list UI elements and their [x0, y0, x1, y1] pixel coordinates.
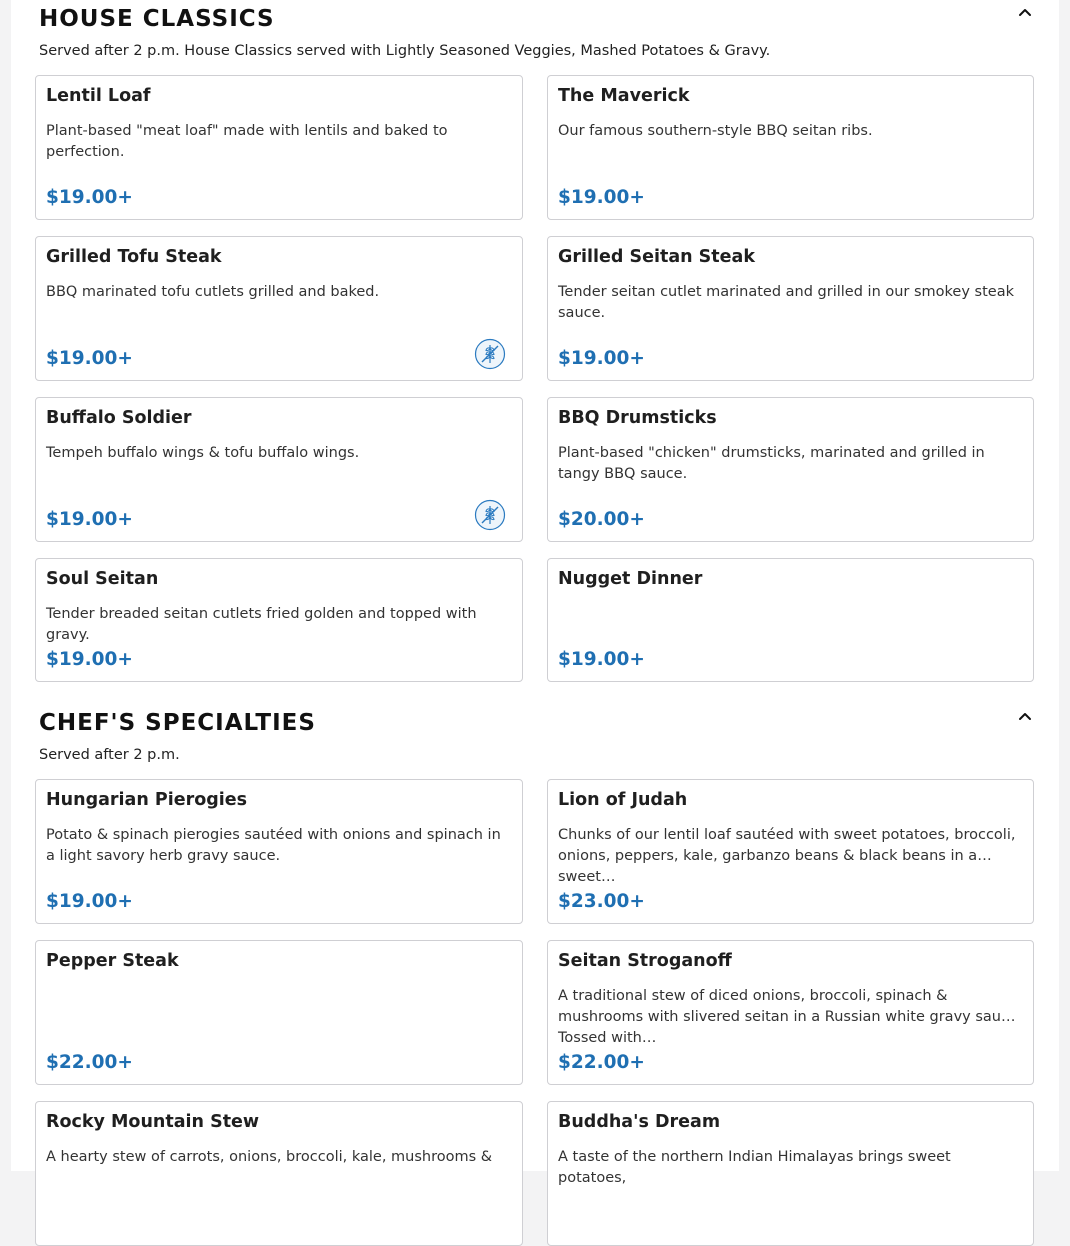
- item-price: $22.00+: [46, 1051, 133, 1073]
- chevron-up-icon[interactable]: [1013, 0, 1037, 24]
- section-house-classics: [11, 0, 1059, 700]
- menu-item-card[interactable]: [35, 940, 523, 1085]
- item-description: Plant-based "meat loaf" made with lentils and baked to perfection.: [46, 123, 448, 160]
- section-subtitle: Served after 2 p.m. House Classics served with Lightly Seasoned Veggies, Mashed Potatoes & Gravy.: [39, 43, 771, 59]
- menu-item-card[interactable]: [547, 1101, 1034, 1246]
- item-name: The Maverick: [558, 86, 690, 106]
- section-title: CHEF'S SPECIALTIES: [39, 710, 316, 736]
- item-description: Our famous southern-style BBQ seitan ribs.: [558, 123, 873, 139]
- menu-item-card[interactable]: [35, 779, 523, 924]
- item-name: Pepper Steak: [46, 951, 179, 971]
- item-name: Seitan Stroganoff: [558, 951, 732, 971]
- item-description: Chunks of our lentil loaf sautéed with sweet potatoes, broccoli, onions, peppers, kale, garbanzo beans & black beans in a sweet…: [558, 827, 1016, 885]
- item-description: Tempeh buffalo wings & tofu buffalo wings.: [46, 445, 360, 461]
- menu-item-card[interactable]: [35, 1101, 523, 1246]
- item-name: Lentil Loaf: [46, 86, 151, 106]
- menu-item-card[interactable]: [35, 236, 523, 381]
- gluten-free-icon: [474, 338, 506, 370]
- item-description: Tender seitan cutlet marinated and grilled in our smokey steak sauce.: [558, 284, 1014, 321]
- item-name: Soul Seitan: [46, 569, 159, 589]
- item-price: $19.00+: [46, 347, 133, 369]
- item-description: A traditional stew of diced onions, broccoli, spinach & mushrooms with slivered seitan in a Russian white gravy sauce. Tossed with…: [558, 988, 1023, 1046]
- item-name: Rocky Mountain Stew: [46, 1112, 260, 1132]
- menu-item-card[interactable]: [547, 779, 1034, 924]
- item-price: $19.00+: [558, 347, 645, 369]
- item-price: $23.00+: [558, 890, 645, 912]
- item-price: $20.00+: [558, 508, 645, 530]
- section-chefs-specialties: [11, 704, 1059, 1186]
- item-name: Grilled Seitan Steak: [558, 247, 755, 267]
- menu-item-card[interactable]: [547, 75, 1034, 220]
- gluten-free-icon: [474, 499, 506, 531]
- item-name: BBQ Drumsticks: [558, 408, 717, 428]
- item-name: Hungarian Pierogies: [46, 790, 248, 810]
- item-price: $22.00+: [558, 1051, 645, 1073]
- item-description: A hearty stew of carrots, onions, broccoli, kale, mushrooms &: [46, 1149, 493, 1165]
- menu-grid: [35, 779, 1034, 1246]
- item-description: Tender breaded seitan cutlets fried golden and topped with gravy.: [46, 606, 477, 643]
- item-price: $19.00+: [46, 648, 133, 670]
- item-name: Buffalo Soldier: [46, 408, 192, 428]
- item-price: $19.00+: [46, 508, 133, 530]
- item-price: $19.00+: [558, 186, 645, 208]
- item-price: $19.00+: [46, 890, 133, 912]
- item-name: Nugget Dinner: [558, 569, 703, 589]
- chevron-up-icon[interactable]: [1013, 704, 1037, 728]
- menu-item-card[interactable]: [35, 558, 523, 682]
- menu-item-card[interactable]: [547, 397, 1034, 542]
- item-name: Grilled Tofu Steak: [46, 247, 222, 267]
- item-description: A taste of the northern Indian Himalayas brings sweet potatoes,: [558, 1149, 951, 1186]
- menu-item-card[interactable]: [35, 397, 523, 542]
- menu-item-card[interactable]: [547, 236, 1034, 381]
- menu-page: [11, 0, 1059, 1186]
- section-title: HOUSE CLASSICS: [39, 6, 275, 32]
- menu-item-card[interactable]: [547, 558, 1034, 682]
- item-price: $19.00+: [46, 186, 133, 208]
- item-description: Potato & spinach pierogies sautéed with onions and spinach in a light savory herb gravy sauce.: [46, 827, 501, 864]
- menu-item-card[interactable]: [547, 940, 1034, 1085]
- item-name: Buddha's Dream: [558, 1112, 721, 1132]
- item-description: BBQ marinated tofu cutlets grilled and baked.: [46, 284, 380, 300]
- item-price: $19.00+: [558, 648, 645, 670]
- item-description: Plant-based "chicken" drumsticks, marinated and grilled in tangy BBQ sauce.: [558, 445, 985, 482]
- menu-grid: [35, 75, 1034, 682]
- menu-item-card[interactable]: [35, 75, 523, 220]
- item-name: Lion of Judah: [558, 790, 688, 810]
- section-subtitle: Served after 2 p.m.: [39, 747, 180, 763]
